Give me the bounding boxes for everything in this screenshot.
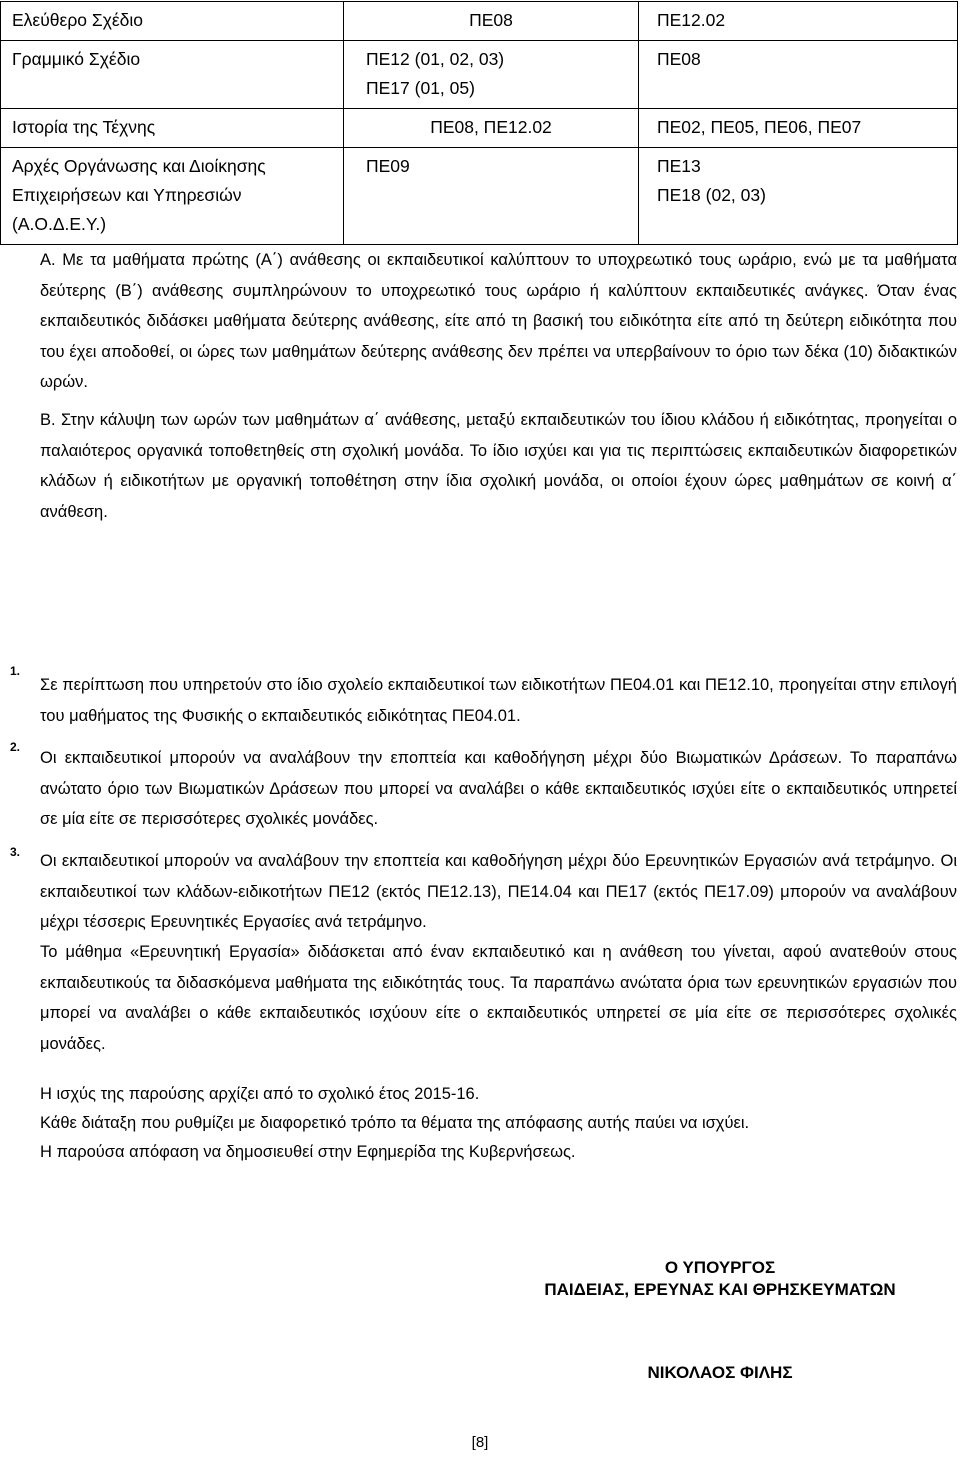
note-3-text: Οι εκπαιδευτικοί μπορούν να αναλάβουν την εποπτεία και καθοδήγηση μέχρι δύο Ερευνητικών Εργασιών ανά τετράμηνο. Οι εκπαιδευτικοί των κλάδων-ειδικοτήτων ΠΕ12 (εκτός ΠΕ12.13), ΠΕ14.04 και ΠΕ17 (εκτός ΠΕ17.09) μπορούν να αναλάβουν μέχρι τέσσερις Ερευνητικές Εργασίες ανά τετράμηνο. — [40, 852, 957, 931]
closing-line: Η ισχύς της παρούσης αρχίζει από το σχολικό έτος 2015-16. — [40, 1085, 480, 1103]
note-3-continuation: Το μάθημα «Ερευνητική Εργασία» διδάσκεται από έναν εκπαιδευτικό και η ανάθεση του γίνεται, αφού ανατεθούν στους εκπαιδευτικούς τα διδασκόμενα μαθήματα της ειδικότητάς τους. Τα παραπάνω ανώτατα όρια των ερευνητικών εργασιών που μπορεί να αναλάβει ο κάθε εκπαιδευτικός ισχύουν είτε ο εκπαιδευτικός υπηρετεί σε μία είτε σε περισσότερες σχολικές μονάδες. — [40, 943, 957, 1053]
subject-cell: Ελεύθερο Σχέδιο — [1, 2, 344, 41]
subject-cell: Αρχές Οργάνωσης και Διοίκησης Επιχειρήσεων και Υπηρεσιών (Α.Ο.Δ.Ε.Υ.) — [1, 148, 344, 245]
table-row — [1, 41, 958, 109]
first-assignment-cell: ΠΕ08, ΠΕ12.02 — [344, 109, 639, 148]
closing-line: Κάθε διάταξη που ρυθμίζει με διαφορετικό τρόπο τα θέματα της απόφασης αυτής παύει να ισχύει. — [40, 1114, 750, 1132]
assignment-table — [0, 1, 958, 245]
second-assignment-cell: ΠΕ12.02 — [639, 2, 958, 41]
note-number: 1. — [10, 664, 21, 678]
note-number: 2. — [10, 740, 21, 754]
signature-title-1: Ο ΥΠΟΥΡΓΟΣ — [664, 1258, 776, 1277]
table-row — [1, 148, 958, 245]
page-number: [8] — [471, 1434, 489, 1451]
first-assignment-cell: ΠΕ12 (01, 02, 03) ΠΕ17 (01, 05) — [344, 41, 639, 109]
section-b-paragraph: Β. Στην κάλυψη των ωρών των μαθημάτων α΄ ανάθεσης, μεταξύ εκπαιδευτικών του ίδιου κλάδου ή ειδικότητας, προηγείται ο παλαιότερος οργανικά τοποθετηθείς στη σχολική μονάδα. Το ίδιο ισχύει και για τις περιπτώσεις εκπαιδευτικών διαφορετικών κλάδων ή ειδικοτήτων με οργανική τοποθέτηση στην ίδια σχολική μονάδα, οι οποίοι έχουν ώρες μαθημάτων σε κοινή α΄ ανάθεση. — [40, 411, 957, 521]
note-number: 3. — [10, 845, 21, 859]
second-assignment-cell: ΠΕ02, ΠΕ05, ΠΕ06, ΠΕ07 — [639, 109, 958, 148]
first-assignment-cell: ΠΕ09 — [344, 148, 639, 245]
second-assignment-cell: ΠΕ08 — [639, 41, 958, 109]
note-2-text: Οι εκπαιδευτικοί μπορούν να αναλάβουν την εποπτεία και καθοδήγηση μέχρι δύο Βιωματικών Δράσεων. Το παραπάνω ανώτατο όριο των Βιωματικών Δράσεων που μπορεί να αναλάβει ο κάθε εκπαιδευτικός ισχύει είτε ο εκπαιδευτικός υπηρετεί σε μία είτε σε περισσότερες σχολικές μονάδες. — [40, 749, 957, 828]
note-1-text: Σε περίπτωση που υπηρετούν στο ίδιο σχολείο εκπαιδευτικοί των ειδικοτήτων ΠΕ04.01 και ΠΕ12.10, προηγείται στην επιλογή του μαθήματος της Φυσικής ο εκπαιδευτικός ειδικότητας ΠΕ04.01. — [40, 676, 957, 725]
second-assignment-cell: ΠΕ13 ΠΕ18 (02, 03) — [639, 148, 958, 245]
subject-cell: Ιστορία της Τέχνης — [1, 109, 344, 148]
signatory-name: ΝΙΚΟΛΑΟΣ ΦΙΛΗΣ — [647, 1363, 793, 1382]
table-row — [1, 2, 958, 41]
section-a-paragraph: Α. Με τα μαθήματα πρώτης (Α΄) ανάθεσης οι εκπαιδευτικοί καλύπτουν το υποχρεωτικό τους ωράριο, ενώ με τα μαθήματα δεύτερης (Β΄) ανάθεσης συμπληρώνουν το υποχρεωτικό τους ωράριο ή καλύπτουν εκπαιδευτικές ανάγκες. Όταν ένας εκπαιδευτικός διδάσκει μαθήματα δεύτερης ανάθεσης, είτε από τη βασική του ειδικότητα είτε από τη δεύτερη ειδικότητα που του έχει αποδοθεί, οι ώρες των μαθημάτων δεύτερης ανάθεσης δεν πρέπει να υπερβαίνουν το όριο των δέκα (10) διδακτικών ωρών. — [40, 251, 957, 391]
signature-title-2: ΠΑΙΔΕΙΑΣ, ΕΡΕΥΝΑΣ ΚΑΙ ΘΡΗΣΚΕΥΜΑΤΩΝ — [544, 1280, 896, 1299]
table-row — [1, 109, 958, 148]
first-assignment-cell: ΠΕ08 — [344, 2, 639, 41]
closing-line: Η παρούσα απόφαση να δημοσιευθεί στην Εφημερίδα της Κυβερνήσεως. — [40, 1143, 576, 1161]
subject-cell: Γραμμικό Σχέδιο — [1, 41, 344, 109]
